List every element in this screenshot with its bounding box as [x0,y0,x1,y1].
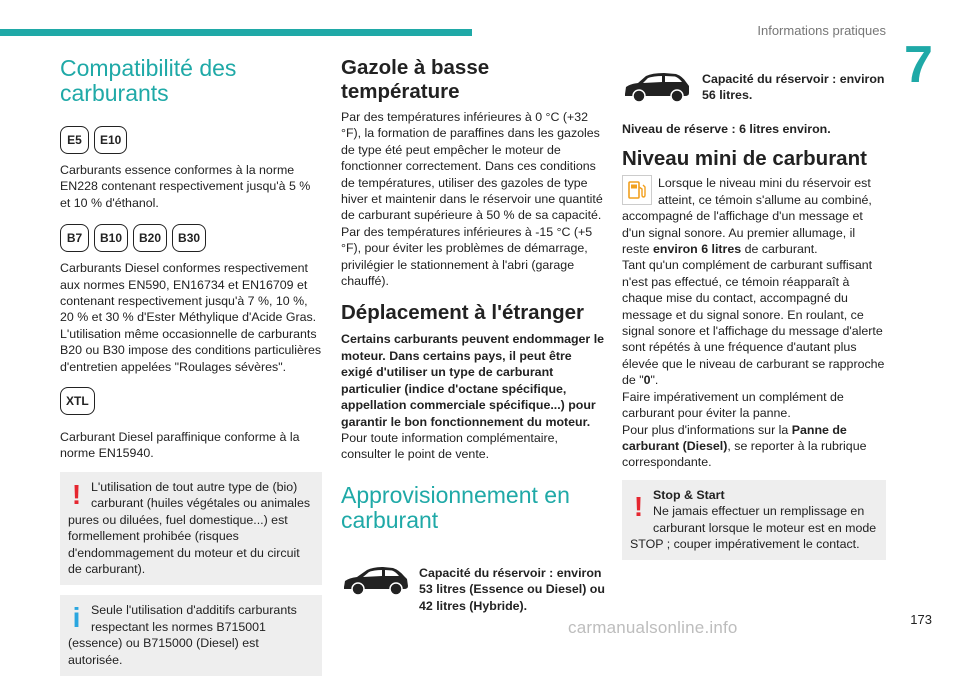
column-fuel-level [622,70,886,560]
info-text: Seule l'utilisation d'additifs carburants respectant les normes B715001 (essence) ou B715000 (Diesel) est autorisée. [68,603,297,667]
tank-capacity-1-text: Capacité du réservoir : environ 53 litres (Essence ou Diesel) ou 42 litres (Hybride). [419,565,605,613]
stop-start-title: Stop & Start [653,487,725,502]
diesel-badges [60,224,322,252]
badge-e10: E10 [94,126,127,154]
heading-fuel-compatibility: Compatibilité des carburants [60,55,237,106]
warning-box-biofuel [60,472,322,585]
min-fuel-para-3: Faire impérativement un complément de carburant pour éviter la panne. [622,389,844,421]
cold-diesel-text: Par des températures inférieures à 0 °C (+32 °F), la formation de paraffines dans les gazoles de type été peut empêcher le moteur de fonctionner correctement. Dans ces conditions de températures, utiliser des gazoles de type hiver et maintenir dans le réservoir une quantité de carburant supérieure à 50 % de sa capacité. Par des températures inférieures à -15 °C (+5 °F), pour éviter les problèmes de démarrage, privilégier le stationnement à l'abri (garage chauffé). [341,110,603,289]
info-icon: i [72,602,81,634]
tank-capacity-2-text: Capacité du réservoir : environ 56 litres. [702,72,885,103]
heading-cold-diesel: Gazole à basse température [341,56,490,103]
xtl-text: Carburant Diesel paraffinique conforme à la norme EN15940. [60,430,300,461]
car-suv-icon [622,70,692,104]
petrol-badges [60,126,322,154]
badge-e5: E5 [60,126,89,154]
abroad-bold-text: Certains carburants peuvent endommager le moteur. Dans certains pays, il peut être exigé d'utiliser un type de carburant particulier (indice d'octane spécifique, appellation commerciale spécifique...) pour garantir le bon fonctionnement du moteur. [341,332,605,429]
warning-icon: ! [633,490,644,522]
tank-capacity-1 [341,563,605,614]
min-fuel-description [622,175,886,257]
heading-refuelling: Approvisionnement en carburant [341,481,570,533]
diesel-text: Carburants Diesel conformes respectivement aux normes EN590, EN16734 et EN16709 et contenant respectivement jusqu'à 7 %, 10 %, 20 % et 30 % d'Ester Méthylique d'Acide Gras. L'utilisation même occasionnelle de carburants B20 ou B30 impose des conditions particulières d'entretien appelées "Roulages sévères". [60,261,322,374]
petrol-text: Carburants essence conformes à la norme EN228 contenant respectivement jusqu'à 5 % et 10 % d'éthanol. [60,163,311,210]
badge-b30: B30 [172,224,206,252]
badge-xtl: XTL [60,387,95,415]
watermark: carmanualsonline.info [568,618,738,637]
stop-start-text: Ne jamais effectuer un remplissage en carburant lorsque le moteur est en mode STOP ; couper impérativement le contact. [630,504,877,551]
min-fuel-para-1: Lorsque le niveau mini du réservoir est atteint, ce témoin s'allume au combiné, accompagné de l'affichage d'un message et d'un signal sonore. Au premier allumage, il reste environ 6 litres de carburant. [622,176,872,257]
heading-min-fuel: Niveau mini de carburant [622,147,867,171]
min-fuel-para-2: Tant qu'un complément de carburant suffisant n'est pas effectué, ce témoin réapparaît à chaque mise du contact, accompagné du message et du signal sonore. En roulant, ce signal sonore et l'affichage du message d'alerte sont répétés à une fréquence d'autant plus élevée que le niveau de carburant se rapproche de "0". [622,258,885,388]
column-compatibility [60,56,322,676]
xtl-badges [60,387,322,415]
heading-abroad: Déplacement à l'étranger [341,301,584,325]
badge-b7: B7 [60,224,89,252]
warning-text: L'utilisation de tout autre type de (bio) carburant (huiles végétales ou animales pures ou diluées, fuel domestique...) est formellement prohibée (risques d'endommagement du moteur et du circuit de carburant). [68,479,311,576]
min-fuel-para-4: Pour plus d'informations sur la Panne de carburant (Diesel), se reporter à la rubrique correspondante. [622,422,867,470]
header-accent-bar [0,29,472,36]
car-hatchback-icon [341,563,411,597]
info-box-additives [60,595,322,676]
column-diesel-travel [341,56,605,614]
section-title: Informations pratiques [757,23,886,38]
fuel-pump-icon [622,175,652,205]
page-number: 173 [910,612,932,627]
badge-b10: B10 [94,224,128,252]
reserve-level-text: Niveau de réserve : 6 litres environ. [622,122,831,136]
badge-b20: B20 [133,224,167,252]
chapter-number: 7 [904,36,933,94]
warning-box-stop-start [622,480,886,561]
tank-capacity-2 [622,70,886,104]
abroad-text: Pour toute information complémentaire, consulter le point de vente. [341,430,558,462]
warning-icon: ! [71,478,82,510]
